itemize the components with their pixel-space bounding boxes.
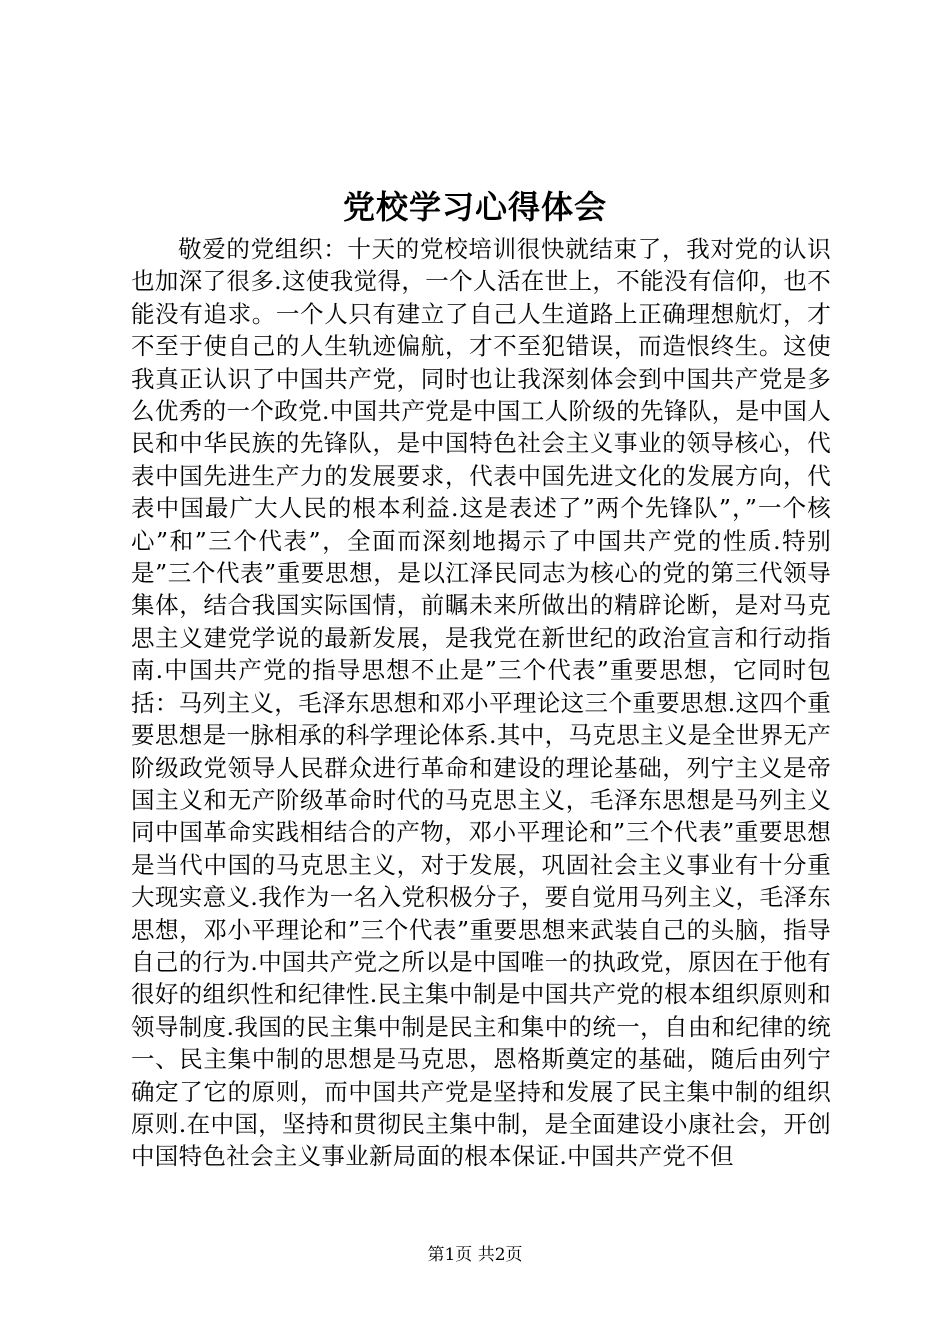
body-paragraph: 敬爱的党组织：十天的党校培训很快就结束了，我对党的认识也加深了很多.这使我觉得，一个人活在世上，不能没有信仰，也不能没有追求。一个人只有建立了自己人生道路上正确理想航灯，才不至于使自己的人生轨迹偏航，才不至犯错误，而造恨终生。这使我真正认识了中国共产党，同时也让我深刻体会到中国共产党是多么优秀的一个政党.中国共产党是中国工人阶级的先锋队，是中国人民和中华民族的先锋队，是中国特色社会主义事业的领导核心，代表中国先进生产力的发展要求，代表中国先进文化的发展方向，代表中国最广大人民的根本利益.这是表述了”两个先锋队”，”一个核心”和”三个代表”，全面而深刻地揭示了中国共产党的性质.特别是”三个代表”重要思想，是以江泽民同志为核心的党的第三代领导集体，结合我国实际国情，前瞩未来所做出的精辟论断，是对马克思主义建党学说的最新发展，是我党在新世纪的政治宣言和行动指南.中国共产党的指导思想不止是”三个代表”重要思想，它同时包括：马列主义，毛泽东思想和邓小平理论这三个重要思想.这四个重要思想是一脉相承的科学理论体系.其中，马克思主义是全世界无产阶级政党领导人民群众进行革命和建设的理论基础，列宁主义是帝国主义和无产阶级革命时代的马克思主义，毛泽东思想是马列主义同中国革命实践相结合的产物，邓小平理论和”三个代表”重要思想是当代中国的马克思主义，对于发展，巩固社会主义事业有十分重大现实意义.我作为一名入党积极分子，要自觉用马列主义，毛泽东思想，邓小平理论和”三个代表”重要思想来武装自己的头脑，指导自己的行为.中国共产党之所以是中国唯一的执政党，原因在于他有很好的组织性和纪律性.民主集中制是中国共产党的根本组织原则和领导制度.我国的民主集中制是民主和集中的统一，自由和纪律的统一、民主集中制的思想是马克思，恩格斯奠定的基础，随后由列宁确定了它的原则，而中国共产党是坚持和发展了民主集中制的组织原则.在中国，坚持和贯彻民主集中制，是全面建设小康社会，开创中国特色社会主义事业新局面的根本保证.中国共产党不但 — [131, 235, 831, 1171]
page-footer: 第1页 共2页 — [427, 1245, 523, 1265]
document-title: 党校学习心得体会 — [342, 188, 607, 226]
